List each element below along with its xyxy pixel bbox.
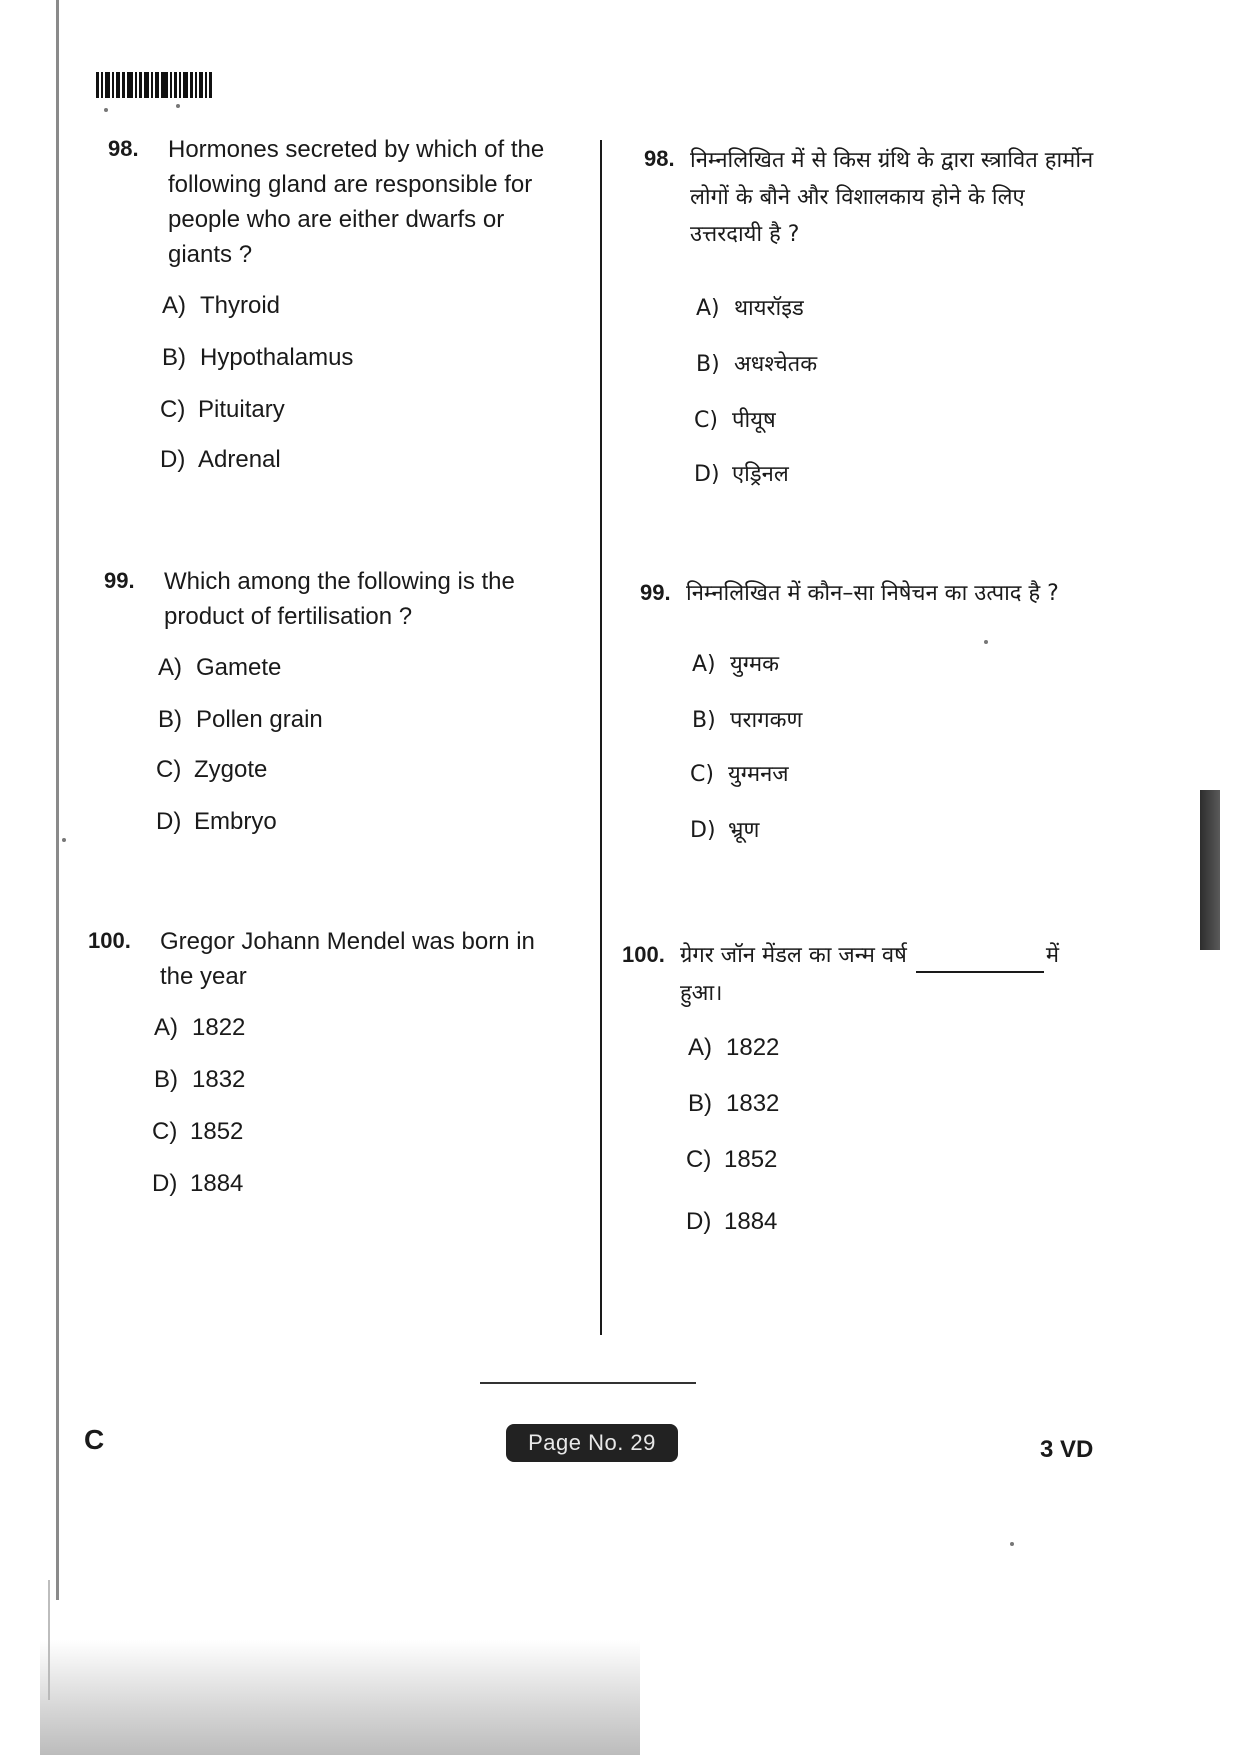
question-number: 99.: [104, 568, 135, 593]
option-c[interactable]: [156, 756, 267, 784]
option-label: B): [158, 706, 182, 733]
option-label: D): [694, 462, 720, 487]
option-c[interactable]: [690, 758, 789, 788]
question-number: 98.: [644, 146, 675, 171]
option-c[interactable]: [686, 1146, 777, 1174]
question-number: 100.: [622, 942, 665, 967]
page-number-badge: Page No. 29: [506, 1424, 678, 1462]
set-letter: C: [84, 1424, 105, 1455]
option-label: D): [152, 1170, 178, 1197]
option-label: C): [152, 1118, 178, 1145]
answer-blank: [916, 949, 1044, 973]
option-d[interactable]: [686, 1208, 777, 1236]
option-label: A): [696, 296, 720, 321]
option-text: 1822: [726, 1034, 780, 1061]
option-label: D): [156, 808, 182, 835]
option-text: Hypothalamus: [200, 344, 354, 371]
option-text: 1852: [724, 1146, 778, 1173]
option-text: युग्मक: [730, 652, 779, 677]
question-text: Hormones secreted by which of the following gland are responsible for people who are either dwarfs or giants ?: [168, 136, 545, 268]
option-label: B): [696, 352, 720, 377]
footer-rule: [480, 1382, 696, 1384]
option-label: B): [162, 344, 186, 371]
option-text: 1852: [190, 1118, 244, 1145]
question-text: निम्नलिखित में कौन–सा निषेचन का उत्पाद है ?: [686, 581, 1059, 606]
option-text: परागकण: [730, 708, 803, 733]
option-label: A): [688, 1034, 712, 1061]
scan-speck: [62, 838, 66, 842]
scan-speck: [984, 640, 988, 644]
option-b[interactable]: [158, 706, 323, 734]
option-text: 1884: [724, 1208, 778, 1235]
option-label: B): [154, 1066, 178, 1093]
option-text: 1822: [192, 1014, 246, 1041]
question-number: 100.: [88, 928, 131, 953]
scan-speck: [1010, 1542, 1014, 1546]
scan-shadow: [40, 1640, 640, 1755]
option-text: Pollen grain: [196, 706, 323, 733]
option-a[interactable]: [158, 654, 281, 682]
option-label: B): [688, 1090, 712, 1117]
question-text-after-blank: में: [1045, 943, 1060, 968]
option-label: B): [692, 708, 716, 733]
option-d[interactable]: [152, 1170, 243, 1198]
scan-speck: [176, 104, 180, 108]
question-text-before-blank: ग्रेगर जॉन मेंडल का जन्म वर्ष: [680, 943, 907, 968]
scan-left-edge: [56, 0, 59, 1600]
option-a[interactable]: [162, 292, 280, 320]
question-text-line2: हुआ।: [680, 981, 723, 1006]
option-label: C): [160, 396, 186, 423]
option-c[interactable]: [694, 404, 776, 434]
option-label: A): [154, 1014, 178, 1041]
page-edge-tab: [1200, 790, 1220, 950]
option-a[interactable]: [692, 648, 779, 678]
option-label: A): [692, 652, 716, 677]
option-text: 1832: [192, 1066, 246, 1093]
option-label: D): [686, 1208, 712, 1235]
option-a[interactable]: [696, 292, 804, 322]
column-divider: [600, 140, 602, 1335]
option-text: Pituitary: [198, 396, 285, 423]
option-label: C): [686, 1146, 712, 1173]
option-text: 1884: [190, 1170, 244, 1197]
scan-speck: [104, 108, 108, 112]
option-label: D): [160, 446, 186, 473]
question-text: Which among the following is the product of fertilisation ?: [164, 568, 515, 630]
option-text: युग्मनज: [728, 762, 789, 787]
option-text: पीयूष: [732, 408, 776, 433]
barcode: [96, 72, 212, 98]
question-number: 98.: [108, 136, 139, 161]
option-label: A): [158, 654, 182, 681]
option-b[interactable]: [696, 348, 817, 378]
option-a[interactable]: [688, 1034, 779, 1062]
question-number: 99.: [640, 580, 671, 605]
question-text: निम्नलिखित में से किस ग्रंथि के द्वारा स्त्रावित हार्मोन लोगों के बौने और विशालकाय होने के लिए उत्तरदायी है ?: [690, 148, 1094, 247]
option-d[interactable]: [160, 446, 281, 474]
option-a[interactable]: [154, 1014, 245, 1042]
option-text: भ्रूण: [728, 818, 760, 843]
option-label: A): [162, 292, 186, 319]
option-text: थायरॉइड: [734, 296, 804, 321]
option-label: C): [690, 762, 714, 787]
option-text: Thyroid: [200, 292, 281, 319]
option-c[interactable]: [160, 396, 285, 424]
option-text: Embryo: [194, 808, 277, 835]
option-label: C): [156, 756, 182, 783]
option-d[interactable]: [156, 808, 277, 836]
question-text: Gregor Johann Mendel was born in the year: [160, 928, 535, 990]
option-c[interactable]: [152, 1118, 243, 1146]
option-text: अधश्चेतक: [734, 352, 818, 377]
option-b[interactable]: [162, 344, 353, 372]
option-text: Adrenal: [198, 446, 281, 473]
option-text: 1832: [726, 1090, 780, 1117]
option-text: Gamete: [196, 654, 282, 681]
option-label: D): [690, 818, 716, 843]
option-label: C): [694, 408, 718, 433]
question-text-line1: [680, 938, 1100, 973]
option-text: Zygote: [194, 756, 268, 783]
option-d[interactable]: [690, 814, 759, 844]
booklet-code: 3 VD: [1040, 1436, 1094, 1463]
option-d[interactable]: [694, 458, 789, 488]
option-b[interactable]: [688, 1090, 779, 1118]
option-b[interactable]: [154, 1066, 245, 1094]
option-text: एड्रिनल: [732, 462, 789, 487]
option-b[interactable]: [692, 704, 802, 734]
